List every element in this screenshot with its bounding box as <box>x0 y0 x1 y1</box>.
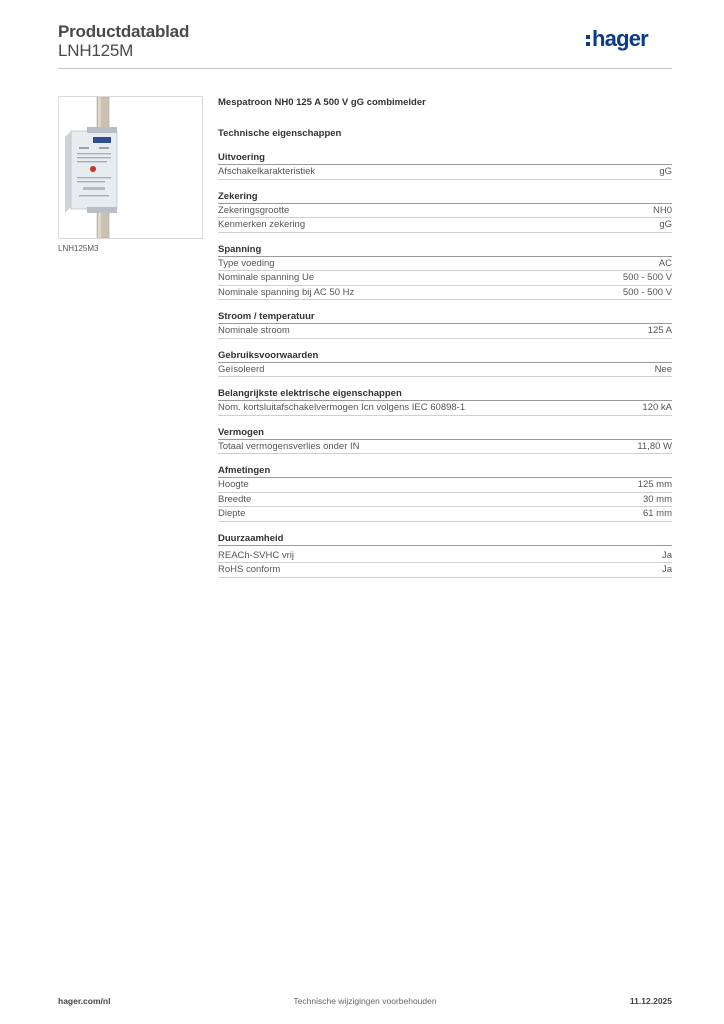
spec-value: 500 - 500 V <box>622 286 672 298</box>
group-title: Uitvoering <box>218 151 672 165</box>
spec-label: RoHS conform <box>218 564 281 575</box>
spec-group-afmetingen <box>218 464 672 522</box>
spec-row <box>218 563 672 578</box>
image-caption: LNH125M3 <box>58 244 99 253</box>
spec-value: 500 - 500 V <box>622 272 672 283</box>
spec-label: REACh-SVHC vrij <box>218 549 295 561</box>
spec-label: Zekeringsgrootte <box>218 204 290 216</box>
spec-value: 11,80 W <box>637 440 672 452</box>
spec-value: 125 A <box>647 325 672 336</box>
spec-row <box>218 363 672 378</box>
spec-row <box>218 507 672 522</box>
spec-value: Ja <box>661 549 672 561</box>
group-title: Stroom / temperatuur <box>218 310 672 324</box>
spec-row <box>218 324 672 339</box>
spec-row <box>218 257 672 272</box>
product-code: LNH125M <box>58 41 134 60</box>
group-title: Spanning <box>218 243 672 257</box>
spec-value: gG <box>659 166 672 177</box>
group-title: Vermogen <box>218 426 672 440</box>
spec-label: Nominale stroom <box>218 325 290 336</box>
spec-row <box>218 493 672 508</box>
spec-label: Hoogte <box>218 479 249 490</box>
spec-group-duurzaamheid <box>218 532 672 578</box>
spec-label: Diepte <box>218 508 246 519</box>
spec-group-spanning <box>218 243 672 301</box>
hager-logo <box>586 26 672 56</box>
spec-row <box>218 478 672 493</box>
spec-row <box>218 440 672 455</box>
page-title: Productdatablad <box>58 22 190 41</box>
group-title: Afmetingen <box>218 464 672 478</box>
spec-row <box>218 401 672 416</box>
spec-row <box>218 218 672 233</box>
product-name: Mespatroon NH0 125 A 500 V gG combimelder <box>218 97 426 108</box>
spec-value: 120 kA <box>642 402 672 413</box>
spec-row <box>218 286 672 301</box>
spec-label: Nominale spanning bij AC 50 Hz <box>218 286 355 298</box>
spec-group-zekering <box>218 190 672 233</box>
group-title: Zekering <box>218 190 672 204</box>
spec-value: AC <box>658 257 672 269</box>
group-title: Gebruiksvoorwaarden <box>218 349 672 363</box>
spec-value: 125 mm <box>637 479 672 490</box>
spec-label: Afschakelkarakteristiek <box>218 166 316 177</box>
page-footer <box>58 996 672 1010</box>
technical-specs <box>218 96 672 578</box>
spec-label: Nominale spanning Ue <box>218 272 315 283</box>
footer-date: 11.12.2025 <box>629 996 672 1006</box>
group-title: Duurzaamheid <box>218 532 672 546</box>
spec-label: Kenmerken zekering <box>218 219 306 230</box>
spec-label: Type voeding <box>218 257 275 269</box>
fuse-cartridge-image <box>59 97 202 238</box>
spec-row <box>218 271 672 286</box>
spec-value: gG <box>659 219 672 230</box>
spec-row <box>218 549 672 564</box>
spec-label: Totaal vermogensverlies onder IN <box>218 440 360 452</box>
spec-group-vermogen <box>218 426 672 455</box>
header-divider <box>58 68 672 69</box>
spec-group-elektrisch <box>218 387 672 416</box>
spec-label: Geïsoleerd <box>218 363 265 375</box>
spec-group-uitvoering <box>218 151 672 180</box>
group-title: Belangrijkste elektrische eigenschappen <box>218 387 672 401</box>
footer-website[interactable]: hager.com/nl <box>58 996 111 1006</box>
spec-group-stroom <box>218 310 672 339</box>
section-title: Technische eigenschappen <box>218 128 342 139</box>
product-image <box>58 96 203 239</box>
spec-value: 30 mm <box>642 493 672 505</box>
brand-wordmark: hager <box>592 26 648 51</box>
footer-disclaimer: Technische wijzigingen voorbehouden <box>293 996 437 1006</box>
spec-row <box>218 204 672 219</box>
spec-label: Breedte <box>218 493 252 505</box>
page-header <box>58 20 672 68</box>
spec-value: Nee <box>654 363 672 375</box>
spec-row <box>218 165 672 180</box>
spec-label: Nom. kortsluitafschakelvermogen Icn volgens IEC 60898-1 <box>218 402 466 413</box>
spec-group-gebruiksvoorwaarden <box>218 349 672 378</box>
spec-value: Ja <box>661 564 672 575</box>
spec-value: NH0 <box>652 204 672 216</box>
spec-value: 61 mm <box>642 508 672 519</box>
